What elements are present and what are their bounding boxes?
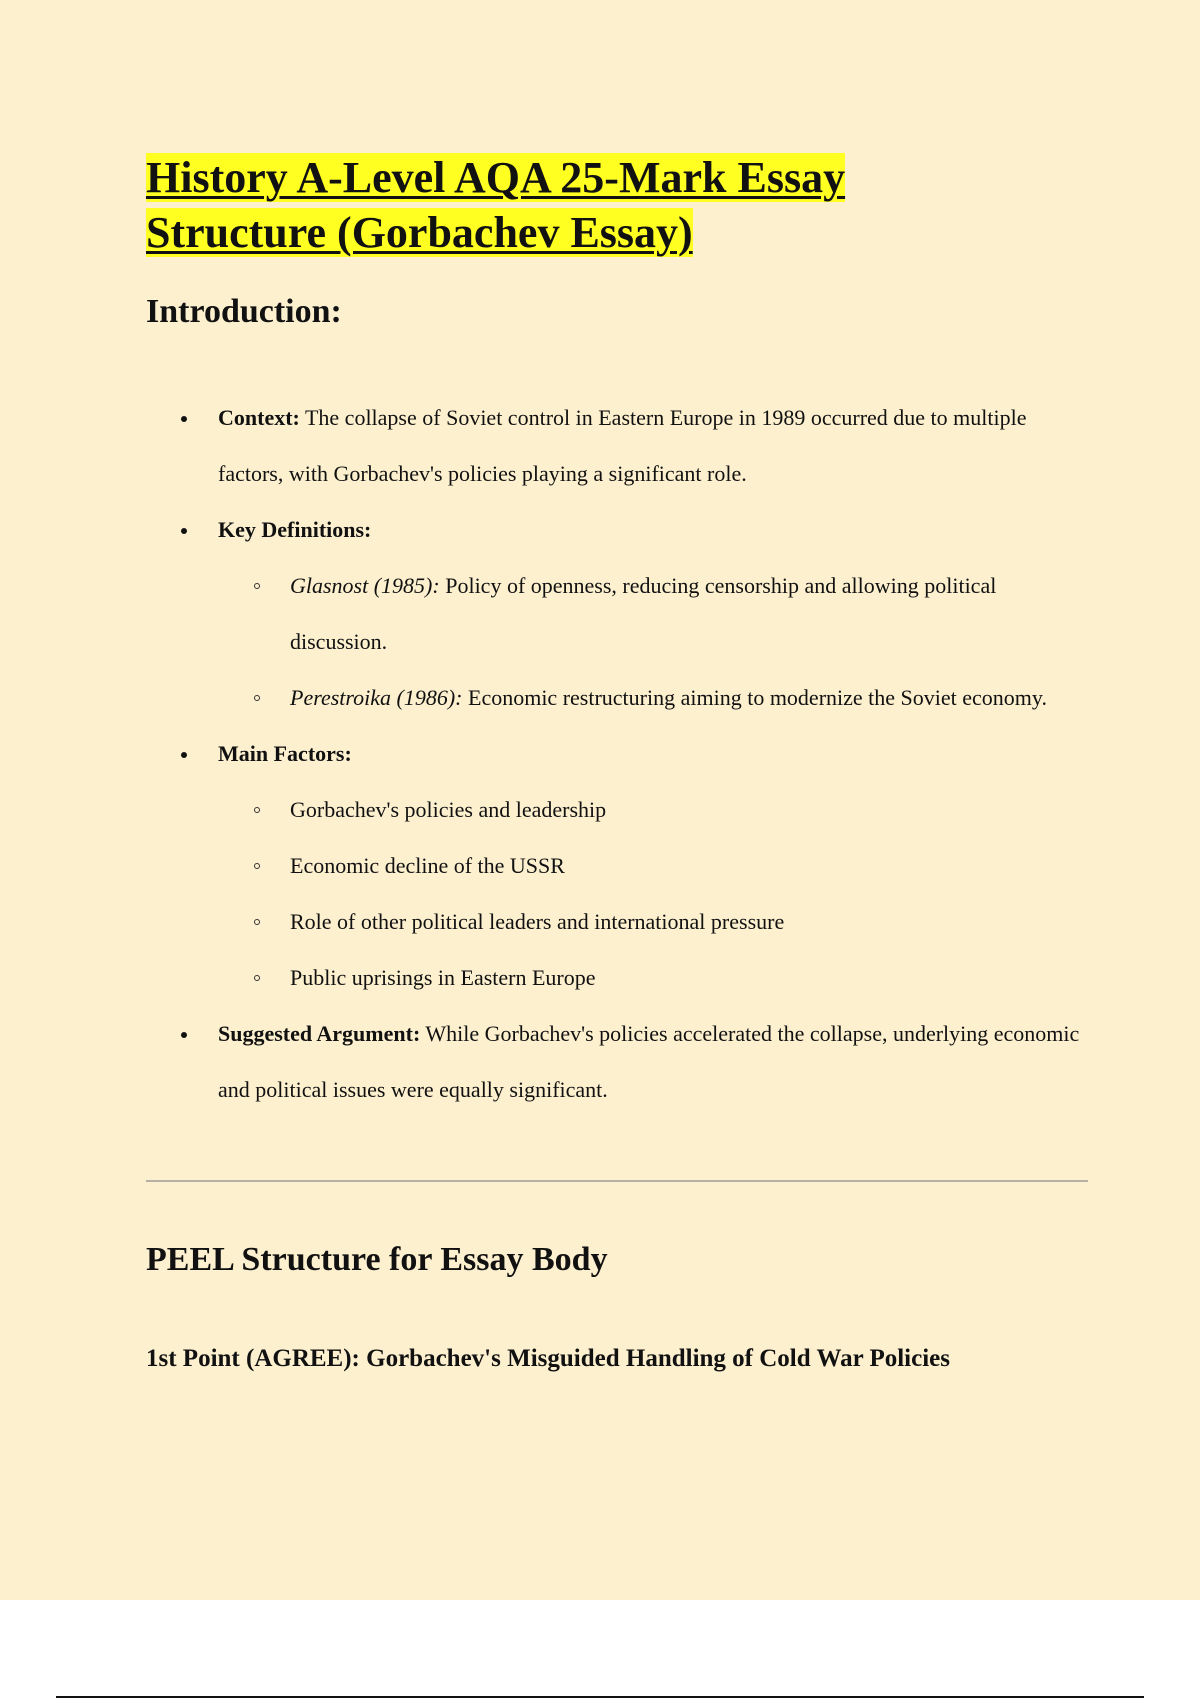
definition-glasnost — [218, 558, 1088, 670]
peel-heading: PEEL Structure for Essay Body — [146, 1241, 608, 1278]
factor-item — [218, 782, 1088, 838]
main-factors-list — [218, 782, 1088, 1006]
document-content — [146, 150, 1088, 1376]
bullet-circle-icon — [254, 807, 260, 813]
factor-item — [218, 838, 1088, 894]
argument-label: Suggested Argument: — [218, 1021, 421, 1046]
bullet-dot-icon — [181, 416, 187, 422]
key-definitions-label: Key Definitions: — [218, 517, 372, 542]
document-title — [146, 150, 1088, 260]
context-label: Context: — [218, 405, 300, 430]
bullet-circle-icon — [254, 975, 260, 981]
bullet-circle-icon — [254, 863, 260, 869]
factor-text: Gorbachev's policies and leadership — [290, 797, 607, 822]
factor-text: Public uprisings in Eastern Europe — [290, 965, 596, 990]
factor-item — [218, 950, 1088, 1006]
introduction-list — [146, 390, 1088, 1118]
page-footer-rule — [56, 1696, 1144, 1698]
list-item-key-definitions — [146, 502, 1088, 726]
factor-item — [218, 894, 1088, 950]
bullet-dot-icon — [181, 1032, 187, 1038]
definition-perestroika — [218, 670, 1088, 726]
list-item-suggested-argument — [146, 1006, 1088, 1118]
list-item-main-factors — [146, 726, 1088, 1006]
factor-text: Economic decline of the USSR — [290, 853, 565, 878]
title-line-1: History A-Level AQA 25-Mark Essay — [146, 153, 846, 202]
list-item-context — [146, 390, 1088, 502]
bullet-circle-icon — [254, 583, 260, 589]
key-definitions-list — [218, 558, 1088, 726]
first-point-heading: 1st Point (AGREE): Gorbachev's Misguided Handling of Cold War Policies — [146, 1345, 950, 1372]
section-divider — [146, 1180, 1088, 1182]
definition-text: Policy of openness, reducing censorship and allowing political discussion. — [290, 573, 997, 654]
bullet-dot-icon — [181, 528, 187, 534]
definition-text: Economic restructuring aiming to modernize the Soviet economy. — [462, 685, 1047, 710]
factor-text: Role of other political leaders and international pressure — [290, 909, 785, 934]
main-factors-label: Main Factors: — [218, 741, 352, 766]
introduction-heading: Introduction: — [146, 293, 342, 330]
title-line-2: Structure (Gorbachev Essay) — [146, 208, 693, 257]
context-text: The collapse of Soviet control in Eastern Europe in 1989 occurred due to multiple factors, with Gorbachev's policies playing a significant role. — [218, 405, 1027, 486]
definition-term: Glasnost (1985): — [290, 573, 440, 598]
definition-term: Perestroika (1986): — [290, 685, 463, 710]
argument-text: While Gorbachev's policies accelerated the collapse, underlying economic and political issues were equally significant. — [218, 1021, 1080, 1102]
bullet-circle-icon — [254, 919, 260, 925]
bullet-dot-icon — [181, 752, 187, 758]
bullet-circle-icon — [254, 695, 260, 701]
